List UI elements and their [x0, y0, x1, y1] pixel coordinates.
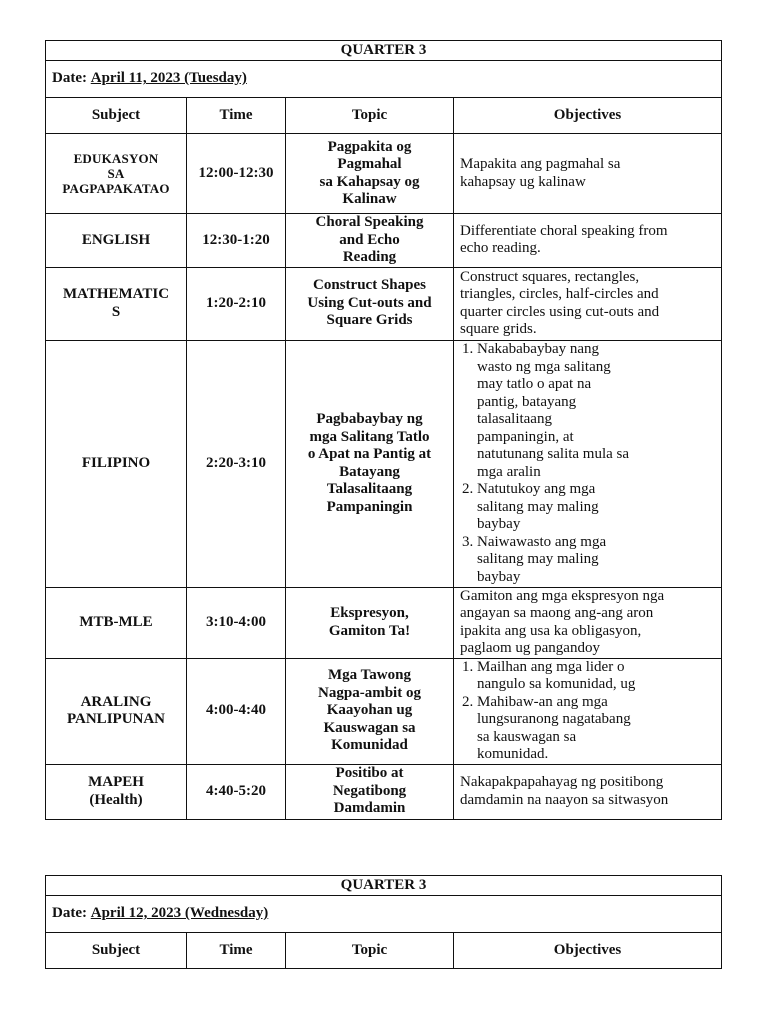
header-topic: Topic — [286, 933, 454, 969]
time-cell: 2:20-3:10 — [187, 340, 286, 587]
subject-cell: MTB-MLE — [46, 587, 187, 658]
time-cell: 1:20-2:10 — [187, 267, 286, 340]
objective-cell — [454, 340, 722, 587]
time-cell: 3:10-4:00 — [187, 587, 286, 658]
objective-cell: Gamiton ang mga ekspresyon nga angayan sa maong ang-ang aron ipakita ang usa ka obligasyon, paglaom ug pangandoy — [454, 587, 722, 658]
date-label: Date: — [52, 905, 87, 922]
objective-cell: Nakapakpapahayag ng positibong damdamin na naayon sa sitwasyon — [454, 764, 722, 819]
topic-cell: Pagbabaybay ng mga Salitang Tatlo o Apat na Pantig at Batayang Talasalitaang Pampaningin — [286, 340, 454, 587]
header-topic: Topic — [286, 98, 454, 134]
table-row — [46, 134, 722, 214]
table-row — [46, 214, 722, 268]
topic-cell: Positibo at Negatibong Damdamin — [286, 764, 454, 819]
topic-cell: Construct Shapes Using Cut-outs and Square Grids — [286, 267, 454, 340]
date-row — [46, 61, 722, 98]
date-label: Date: — [52, 70, 87, 87]
topic-cell: Pagpakita og Pagmahal sa Kahapsay og Kalinaw — [286, 134, 454, 214]
schedule-table-april-12 — [45, 875, 722, 969]
topic-cell: Mga Tawong Nagpa-ambit og Kaayohan ug Kauswagan sa Komunidad — [286, 658, 454, 764]
objective-list — [460, 341, 715, 586]
objective-cell: Mapakita ang pagmahal sa kahapsay ug kalinaw — [454, 134, 722, 214]
list-item: 1. Nakababaybay nang wasto ng mga salitang may tatlo o apat na pantig, batayang talasalitaang pampaningin, at natutunang salita mula sa mga aralin — [477, 341, 715, 481]
subject-cell: MATHEMATIC S — [46, 267, 187, 340]
quarter-title: QUARTER 3 — [46, 876, 722, 896]
time-cell: 4:00-4:40 — [187, 658, 286, 764]
list-item: 2. Natutukoy ang mga salitang may maling baybay — [477, 481, 715, 534]
schedule-table-april-11 — [45, 40, 722, 820]
time-cell: 12:00-12:30 — [187, 134, 286, 214]
topic-cell: Choral Speaking and Echo Reading — [286, 214, 454, 268]
header-objectives: Objectives — [454, 933, 722, 969]
subject-cell: ENGLISH — [46, 214, 187, 268]
objective-cell — [454, 658, 722, 764]
list-item: 1. Mailhan ang mga lider o nangulo sa komunidad, ug — [477, 659, 715, 694]
table-row — [46, 658, 722, 764]
objective-cell: Construct squares, rectangles, triangles, circles, half-circles and quarter circles using cut-outs and square grids. — [454, 267, 722, 340]
objective-cell: Differentiate choral speaking from echo reading. — [454, 214, 722, 268]
list-item: 3. Naiwawasto ang mga salitang may maling baybay — [477, 534, 715, 587]
subject-cell: ARALING PANLIPUNAN — [46, 658, 187, 764]
header-time: Time — [187, 933, 286, 969]
table-row — [46, 587, 722, 658]
table-row — [46, 267, 722, 340]
header-objectives: Objectives — [454, 98, 722, 134]
date-value: April 12, 2023 (Wednesday) — [90, 905, 269, 922]
quarter-title: QUARTER 3 — [46, 41, 722, 61]
header-time: Time — [187, 98, 286, 134]
time-cell: 12:30-1:20 — [187, 214, 286, 268]
time-cell: 4:40-5:20 — [187, 764, 286, 819]
date-value: April 11, 2023 (Tuesday) — [90, 70, 247, 87]
table-row — [46, 340, 722, 587]
date-row — [46, 896, 722, 933]
topic-cell: Ekspresyon, Gamiton Ta! — [286, 587, 454, 658]
objective-list — [460, 659, 715, 764]
list-item: 2. Mahibaw-an ang mga lungsuranong nagatabang sa kauswagan sa komunidad. — [477, 694, 715, 764]
table-row — [46, 764, 722, 819]
header-subject: Subject — [46, 98, 187, 134]
header-subject: Subject — [46, 933, 187, 969]
subject-cell: MAPEH (Health) — [46, 764, 187, 819]
subject-cell: EDUKASYON SA PAGPAPAKATAO — [46, 134, 187, 214]
subject-cell: FILIPINO — [46, 340, 187, 587]
